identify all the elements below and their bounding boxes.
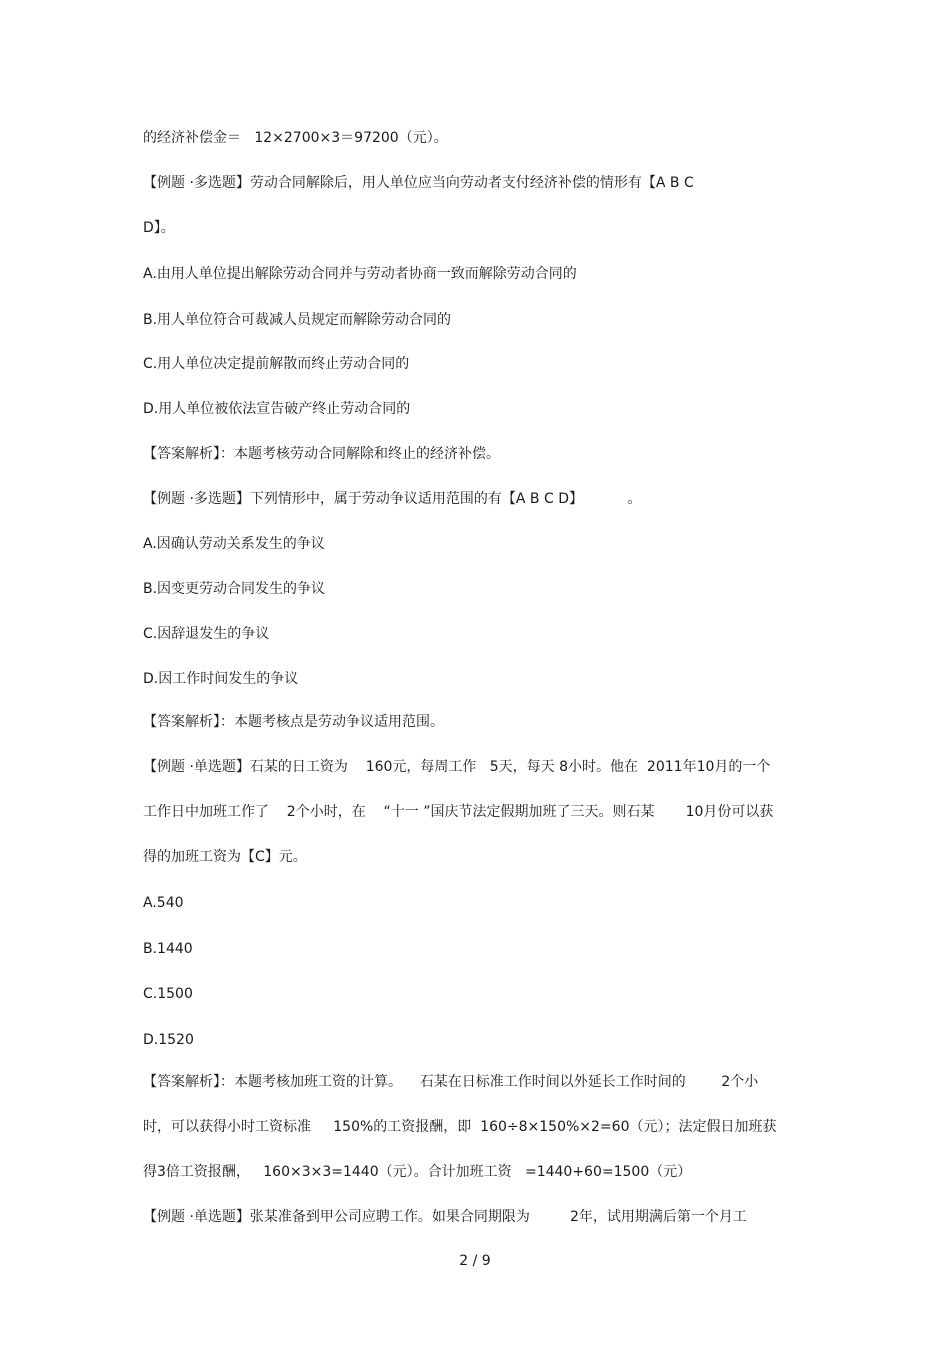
option-a: A.由用人单位提出解除劳动合同并与劳动者协商一致而解除劳动合同的 (143, 266, 577, 282)
option-c: C.1500 (143, 986, 193, 1002)
option-a: A.540 (143, 895, 184, 911)
option-d: D.1520 (143, 1032, 194, 1048)
question-heading: 【例题 ·单选题】石某的日工资为 160元，每周工作 5天，每天 8小时。他在 2011年10月的一个 (143, 759, 771, 775)
answer-analysis: 【答案解析】：本题考核点是劳动争议适用范围。 (143, 714, 444, 730)
text-line: 得的加班工资为【C】元。 (143, 849, 307, 865)
answer-analysis: 【答案解析】：本题考核加班工资的计算。 石某在日标准工作时间以外延长工作时间的 2个小 (143, 1074, 759, 1090)
option-c: C.因辞退发生的争议 (143, 626, 270, 642)
option-b: B.因变更劳动合同发生的争议 (143, 581, 326, 597)
question-heading: 【例题 ·单选题】张某准备到甲公司应聘工作。如果合同期限为 2年，试用期满后第一个月工 (143, 1209, 747, 1225)
text-line: 的经济补偿金＝ 12×2700×3＝97200（元）。 (143, 130, 448, 146)
text-line: 工作日中加班工作了 2个小时，在 “十一 ”国庆节法定假期加班了三天。则石某 10月份可以获 (143, 804, 774, 820)
option-c: C.用人单位决定提前解散而终止劳动合同的 (143, 356, 410, 372)
option-d: D.用人单位被依法宣告破产终止劳动合同的 (143, 401, 411, 417)
option-b: B.1440 (143, 941, 193, 957)
option-d: D.因工作时间发生的争议 (143, 671, 299, 687)
text-line: D】。 (143, 220, 175, 236)
option-b: B.用人单位符合可裁减人员规定而解除劳动合同的 (143, 312, 452, 328)
text-line: 得3倍工资报酬， 160×3×3=1440（元）。合计加班工资 =1440+60=1500（元） (143, 1164, 692, 1180)
option-a: A.因确认劳动关系发生的争议 (143, 536, 325, 552)
page-number: 2 / 9 (459, 1253, 491, 1269)
question-heading: 【例题 ·多选题】下列情形中，属于劳动争议适用范围的有【A B C D】 。 (143, 491, 642, 507)
question-heading: 【例题 ·多选题】劳动合同解除后，用人单位应当向劳动者支付经济补偿的情形有【A B C (143, 175, 694, 191)
text-line: 时，可以获得小时工资标准 150%的工资报酬，即 160÷8×150%×2=60（元）；法定假日加班获 (143, 1119, 777, 1135)
answer-analysis: 【答案解析】：本题考核劳动合同解除和终止的经济补偿。 (143, 446, 500, 462)
